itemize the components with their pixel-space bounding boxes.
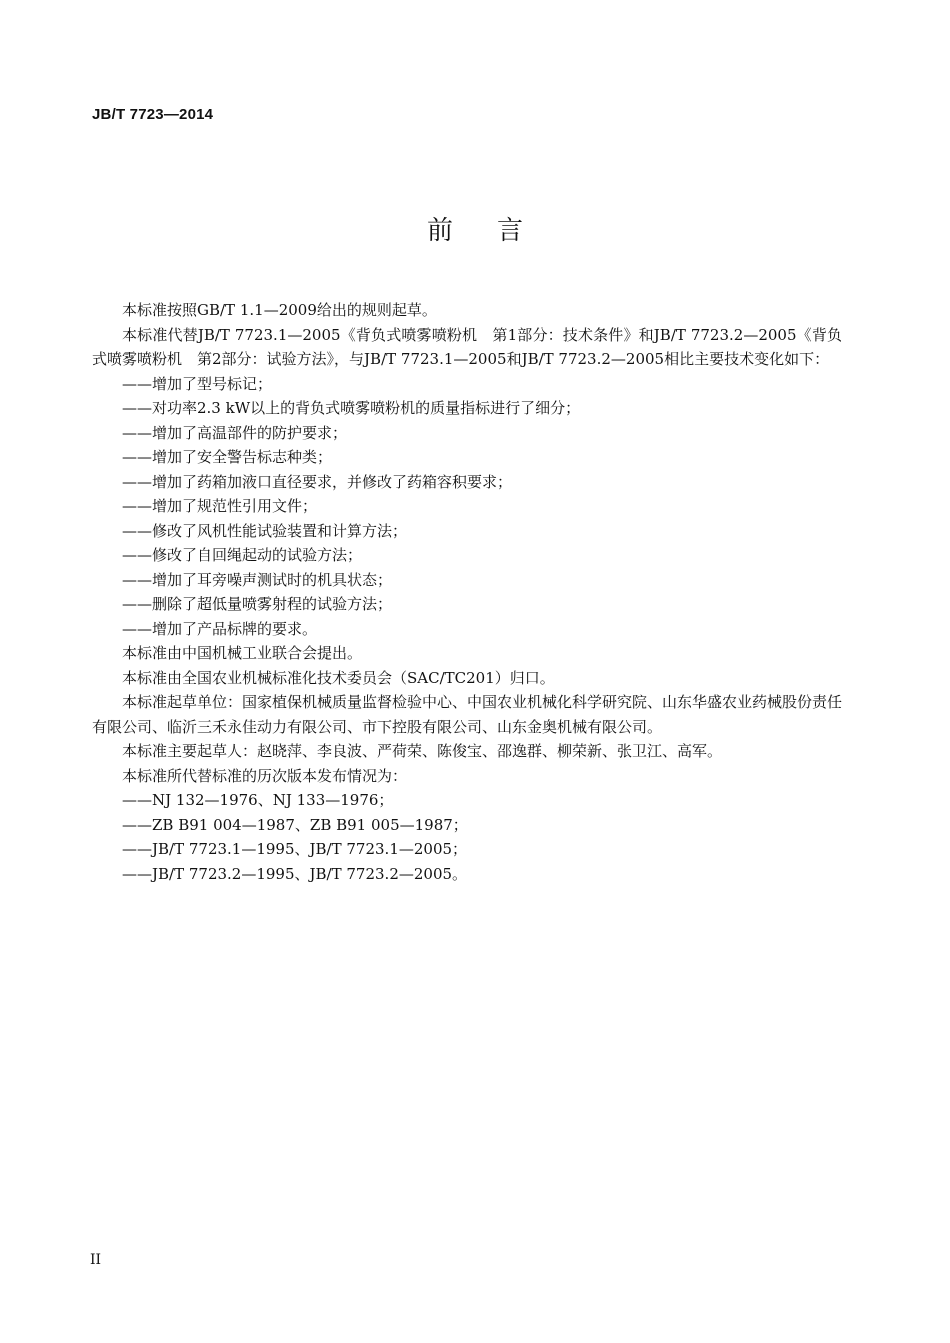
paragraph-replacement: 本标准代替JB/T 7723.1—2005《背负式喷雾喷粉机 第1部分：技术条件》和JB/T 7723.2—2005《背负式喷雾喷粉机 第2部分：试验方法》，与JB/T 7723.1—2005和JB/T 7723.2—2005相比主要技术变化如下： [92, 325, 842, 368]
list-item: ——修改了自回绳起动的试验方法； [122, 546, 363, 564]
paragraph-drafting-rules: 本标准按照GB/T 1.1—2009给出的规则起草。 [122, 301, 437, 319]
list-item: ——增加了耳旁噪声测试时的机具状态； [122, 570, 393, 589]
paragraph-committee: 本标准由全国农业机械标准化技术委员会（SAC/TC201）归口。 [122, 668, 555, 687]
list-item: ——增加了药箱加液口直径要求，并修改了药箱容积要求； [122, 472, 513, 491]
page-title: 前言 [426, 216, 567, 246]
list-item: ——增加了高温部件的防护要求； [122, 423, 348, 442]
paragraph-history-intro: 本标准所代替标准的历次版本发布情况为： [122, 766, 408, 785]
paragraph-drafters: 本标准主要起草人：赵晓萍、李良波、严荷荣、陈俊宝、邵逸群、柳荣新、张卫江、高军。 [122, 742, 723, 760]
standard-code: JB/T 7723—2014 [92, 106, 214, 123]
page-number: II [90, 1252, 102, 1268]
list-item: ——对功率2.3 kW以上的背负式喷雾喷粉机的质量指标进行了细分； [122, 399, 581, 417]
list-item: ——增加了规范性引用文件； [122, 497, 318, 515]
list-item: ——ZB B91 004—1987、ZB B91 005—1987； [122, 815, 468, 834]
list-item: ——增加了安全警告标志种类； [122, 448, 333, 466]
paragraph-drafting-units: 本标准起草单位：国家植保机械质量监督检验中心、中国农业机械化科学研究院、山东华盛农业药械股份责任有限公司、临沂三禾永佳动力有限公司、市下控股有限公司、山东金奥机械有限公司。 [92, 693, 843, 736]
list-item: ——删除了超低量喷雾射程的试验方法； [122, 595, 393, 613]
version-history-list [92, 788, 842, 886]
list-item: ——修改了风机性能试验装置和计算方法； [122, 521, 408, 540]
list-item: ——JB/T 7723.1—1995、JB/T 7723.1—2005； [122, 840, 468, 858]
list-item: ——增加了产品标牌的要求。 [122, 619, 318, 638]
foreword-body [92, 298, 842, 886]
list-item: ——NJ 132—1976、NJ 133—1976； [122, 791, 394, 809]
paragraph-proposer: 本标准由中国机械工业联合会提出。 [122, 644, 363, 662]
list-item: ——增加了型号标记； [122, 374, 273, 393]
technical-changes-list [92, 372, 842, 642]
list-item: ——JB/T 7723.2—1995、JB/T 7723.2—2005。 [122, 864, 468, 883]
